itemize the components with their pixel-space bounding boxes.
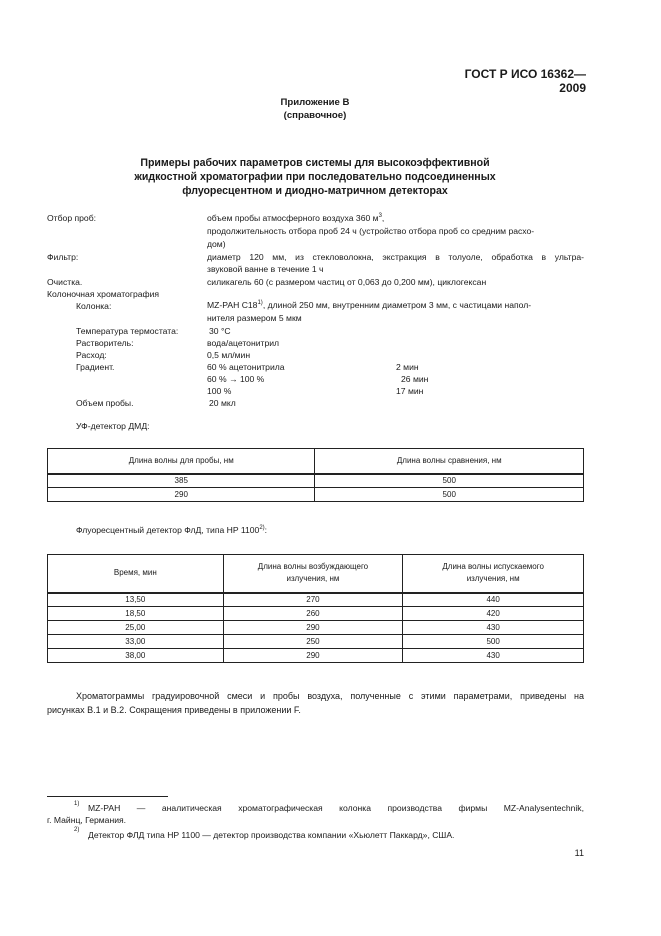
fluorescence-table-header-row	[48, 555, 584, 593]
gradient-row-2-time: 26 мин	[401, 374, 429, 384]
sampling-value-line-1: объем пробы атмосферного воздуха 360 $м^3$,	[207, 213, 385, 223]
conclusion-line-2: рисунках В.1 и В.2. Сокращения приведены в приложении F.	[47, 705, 301, 715]
table-cell: 430	[403, 649, 584, 663]
footnote-2: 2)	[74, 827, 80, 834]
thermostat-label: Температура термостата:	[76, 326, 179, 336]
table-cell: 290	[48, 488, 315, 502]
page-number: 11	[574, 848, 584, 858]
table-cell: 420	[403, 607, 584, 621]
filter-value-line-2: звуковой ванне в течение 1 ч	[207, 264, 324, 274]
fl-header-emission-wavelength: Длина волны испускаемого излучения, нм	[403, 555, 584, 593]
table-cell: 290	[223, 649, 403, 663]
table-cell: 270	[223, 593, 403, 607]
table-row	[48, 621, 584, 635]
section-title	[60, 156, 570, 198]
table-row	[48, 635, 584, 649]
sampling-label: Отбор проб:	[47, 213, 97, 223]
gradient-row-3-composition: 100 %	[207, 386, 232, 396]
solvent-label: Растворитель:	[76, 338, 134, 348]
gradient-row-3-time: 17 мин	[396, 386, 424, 396]
fl-header-time: Время, мин	[48, 555, 224, 593]
conclusion-line-1: Хроматограммы градуировочной смеси и пробы воздуха, полученные с этими параметрами, приведены на	[76, 691, 584, 701]
table-cell: 500	[315, 474, 584, 488]
table-row	[48, 649, 584, 663]
table-cell: 500	[403, 635, 584, 649]
uv-table-header-row	[48, 449, 584, 474]
uv-detector-table	[47, 448, 584, 502]
gradient-label: Градиент.	[76, 362, 115, 372]
footnote-1-line-1: MZ-PAH — аналитическая хроматографическая колонка производства фирмы MZ-Analysentechnik,	[88, 803, 584, 813]
uv-header-reference-wavelength: Длина волны сравнения, нм	[315, 449, 584, 474]
solvent-value: вода/ацетонитрил	[207, 338, 280, 348]
table-cell: 290	[223, 621, 403, 635]
table-row	[48, 488, 584, 502]
gradient-row-1-time: 2 мин	[396, 362, 419, 372]
table-cell: 430	[403, 621, 584, 635]
sample-volume-label: Объем пробы.	[76, 398, 134, 408]
appendix-title: Приложение В	[280, 97, 350, 108]
section-title-line-1: Примеры рабочих параметров системы для высокоэффективной	[140, 157, 490, 169]
standard-designation: ГОСТ Р ИСО 16362—2009	[464, 67, 586, 95]
sample-volume-value: 20 мкл	[209, 398, 236, 408]
column-label: Колонка:	[76, 301, 112, 311]
cleanup-label: Очистка.	[47, 277, 83, 287]
table-cell: 38,00	[48, 649, 224, 663]
appendix-subtitle: (справочное)	[283, 110, 347, 121]
gradient-row-1-composition: 60 % ацетонитрила	[207, 362, 285, 372]
table-cell: 260	[223, 607, 403, 621]
fl-header-excitation-wavelength: Длина волны возбуждающего излучения, нм	[223, 555, 403, 593]
table-cell: 500	[315, 488, 584, 502]
table-cell: 18,50	[48, 607, 224, 621]
table-cell: 250	[223, 635, 403, 649]
uv-detector-caption: УФ-детектор ДМД:	[76, 421, 150, 431]
table-cell: 440	[403, 593, 584, 607]
thermostat-value: 30 °С	[209, 326, 231, 336]
filter-value-line-1: диаметр 120 мм, из стекловолокна, экстракция в толуоле, обработка в ультра-	[207, 252, 584, 262]
filter-label: Фильтр:	[47, 252, 79, 262]
cleanup-value: силикагель 60 (с размером частиц от 0,063 до 0,200 мм), циклогексан	[207, 277, 487, 287]
sampling-value-line-2: продолжительность отбора проб 24 ч (устройство отбора проб со средним расхо-	[207, 226, 535, 236]
table-row	[48, 607, 584, 621]
gradient-row-2-composition: 60 % → 100 %	[207, 374, 265, 384]
table-cell: 25,00	[48, 621, 224, 635]
column-value-line-1: MZ-PAH C18$^{1)}$, длиной 250 мм, внутренним диаметром 3 мм, с частицами напол-	[207, 300, 532, 310]
table-cell: 385	[48, 474, 315, 488]
footnote-1-line-2: г. Майнц, Германия.	[47, 815, 127, 825]
column-chromatography-label: Колоночная хроматография	[47, 289, 160, 299]
uv-header-sample-wavelength: Длина волны для пробы, нм	[48, 449, 315, 474]
footnote-1: 1)	[74, 801, 80, 808]
flow-label: Расход:	[76, 350, 107, 360]
footnote-divider	[47, 796, 168, 797]
flow-value: 0,5 мл/мин	[207, 350, 251, 360]
table-cell: 33,00	[48, 635, 224, 649]
sampling-value-line-3: дом)	[207, 239, 226, 249]
footnote-2-line-1: Детектор ФЛД типа HP 1100 — детектор производства компании «Хьюлетт Паккард», США.	[88, 830, 455, 840]
column-value-line-2: нителя размером 5 мкм	[207, 313, 302, 323]
table-row	[48, 593, 584, 607]
fluorescence-detector-table	[47, 554, 584, 663]
section-title-line-3: флуоресцентном и диодно-матричном детекторах	[182, 185, 448, 197]
fluorescence-detector-caption: Флуоресцентный детектор ФлД, типа HP 1100$^{2)}$:	[76, 525, 268, 535]
section-title-line-2: жидкостной хроматографии при последовательно подсоединенных	[134, 171, 496, 183]
table-cell: 13,50	[48, 593, 224, 607]
table-row	[48, 474, 584, 488]
